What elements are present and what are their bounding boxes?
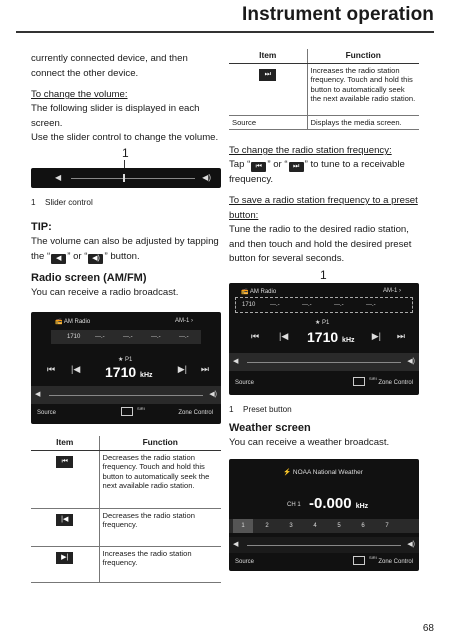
- siri-logo: SIRI: [369, 555, 377, 560]
- weather-frequency: -0.000 kHz: [309, 495, 369, 512]
- channel-button[interactable]: 5: [337, 523, 341, 529]
- channel-label: CH 1: [287, 502, 301, 508]
- right-function-table: [229, 49, 419, 130]
- weather-heading: Weather screen: [229, 422, 311, 434]
- preset-button[interactable]: ---.-: [123, 334, 133, 340]
- volume-up-icon[interactable]: ◀): [202, 173, 211, 182]
- media-icon: [121, 407, 133, 416]
- left-function-table: [31, 436, 221, 583]
- seek-back-icon: ⏮: [56, 456, 73, 468]
- siri-logo: SIRI: [369, 376, 377, 381]
- source-button[interactable]: Source: [235, 559, 255, 565]
- tip-text: The volume can also be adjusted by tapping the “ ◀ ” or “ ◀) ” button.: [31, 236, 219, 262]
- slider-track[interactable]: [247, 545, 401, 546]
- tip-heading: TIP:: [31, 221, 52, 233]
- preset-button[interactable]: ---.-: [302, 302, 312, 308]
- frequency-display: 1710 kHz: [307, 329, 355, 345]
- tune-up-icon: ▶|: [56, 552, 73, 564]
- tune-down-icon[interactable]: |◀: [71, 364, 81, 374]
- slider-track[interactable]: [49, 395, 203, 396]
- radio-screen: [31, 312, 221, 424]
- preset-button[interactable]: 1710: [67, 334, 81, 340]
- channel-button[interactable]: 3: [289, 523, 293, 529]
- volume-slider-panel: [31, 168, 221, 188]
- volume-down-icon[interactable]: ◀: [35, 391, 41, 398]
- radio-subtext: You can receive a radio broadcast.: [31, 287, 179, 298]
- preset-bar: [235, 297, 413, 313]
- table-row: Source Displays the media screen.: [229, 115, 419, 130]
- zone-control-button[interactable]: Zone Control: [378, 380, 413, 386]
- caption-preset-button: Preset button: [243, 405, 292, 414]
- weather-screen: [229, 459, 419, 571]
- tune-up-icon[interactable]: ▶|: [371, 331, 381, 341]
- channel-bar: [229, 519, 419, 533]
- channel-button[interactable]: 2: [265, 523, 269, 529]
- volume-up-icon: ◀): [88, 254, 103, 264]
- volume-up-icon[interactable]: ◀): [407, 358, 415, 365]
- weather-title: ⚡ NOAA National Weather: [283, 469, 363, 476]
- caption-slider-control: Slider control: [45, 198, 93, 207]
- volume-slider: [229, 537, 419, 553]
- callout-number: 1: [320, 268, 327, 282]
- preset-bar: [51, 330, 201, 344]
- volume-text-1: The following slider is displayed in each screen.: [31, 103, 200, 129]
- tune-down-icon: |◀: [56, 514, 73, 526]
- slider-track[interactable]: [247, 362, 401, 363]
- zone-control-button[interactable]: Zone Control: [378, 559, 413, 565]
- caption-number: 1: [229, 405, 234, 414]
- table-row: ⏮ Decreases the radio station frequency. Touch and hold this button to automatically seek the next available radio station.: [31, 450, 221, 508]
- radio-band-label: 📻 AM Radio: [241, 289, 277, 295]
- volume-slider: [31, 386, 221, 404]
- preset-button[interactable]: ---.-: [366, 302, 376, 308]
- frequency-display: 1710 kHz: [105, 364, 153, 380]
- channel-button[interactable]: 7: [385, 523, 389, 529]
- zone-control-button[interactable]: Zone Control: [178, 410, 213, 416]
- seek-back-icon[interactable]: ⏮: [47, 364, 56, 374]
- weather-subtext: You can receive a weather broadcast.: [229, 437, 390, 448]
- preset-button[interactable]: ---.-: [334, 302, 344, 308]
- preset-button[interactable]: 1710: [242, 302, 256, 308]
- table-row: ▶| Increases the radio station frequency.: [31, 546, 221, 582]
- preset-marker: ★ P1: [118, 357, 133, 363]
- tune-down-icon[interactable]: |◀: [279, 331, 289, 341]
- siri-logo: SIRI: [137, 406, 145, 411]
- col-item: Item: [229, 49, 307, 63]
- preset-button[interactable]: ---.-: [95, 334, 105, 340]
- callout-number: 1: [122, 146, 129, 160]
- seek-back-icon: ⏮: [251, 162, 266, 172]
- col-function: Function: [307, 49, 419, 63]
- preset-text: Tune the radio to the desired radio station, and then touch and hold the desired preset button for several seconds.: [229, 224, 412, 265]
- media-icon: [353, 377, 365, 386]
- volume-down-icon[interactable]: ◀: [233, 358, 239, 365]
- slider-track[interactable]: [71, 178, 195, 179]
- volume-up-icon[interactable]: ◀): [407, 541, 415, 548]
- table-row: |◀ Decreases the radio station frequency.: [31, 508, 221, 546]
- frequency-text: Tap “ ⏮ ” or “ ⏭ ” to tune to a receivable frequency.: [229, 159, 405, 185]
- preset-button[interactable]: ---.-: [270, 302, 280, 308]
- volume-down-icon[interactable]: ◀: [55, 173, 62, 182]
- seek-forward-icon: ⏭: [289, 162, 304, 172]
- callout-line: [124, 160, 125, 168]
- preset-bank-label[interactable]: AM-1 ›: [382, 288, 401, 294]
- radio-screen-presets: [229, 283, 419, 395]
- volume-down-icon: ◀: [51, 254, 66, 264]
- seek-forward-icon[interactable]: ⏭: [396, 331, 405, 341]
- channel-button[interactable]: 4: [313, 523, 317, 529]
- volume-down-icon[interactable]: ◀: [233, 541, 239, 548]
- slider-knob[interactable]: [123, 174, 125, 182]
- preset-button[interactable]: ---.-: [179, 334, 189, 340]
- col-function: Function: [99, 436, 221, 450]
- source-button[interactable]: Source: [37, 410, 57, 416]
- radio-heading: Radio screen (AM/FM): [31, 272, 147, 284]
- preset-bank-label[interactable]: AM-1 ›: [174, 318, 193, 324]
- source-button[interactable]: Source: [235, 380, 255, 386]
- volume-heading: To change the volume:: [31, 89, 128, 100]
- preset-marker: ★ P1: [315, 320, 330, 326]
- lightning-icon: ⚡: [283, 469, 292, 476]
- media-icon: [353, 556, 365, 565]
- preset-button[interactable]: ---.-: [151, 334, 161, 340]
- col-item: Item: [31, 436, 99, 450]
- channel-button[interactable]: 1: [233, 519, 253, 533]
- page-title: Instrument operation: [241, 4, 434, 25]
- radio-icon: 📻: [241, 289, 249, 295]
- intro-text: currently connected device, and then connect the other device.: [31, 53, 188, 79]
- preset-heading: To save a radio station frequency to a preset button:: [229, 195, 418, 221]
- radio-band-label: 📻 AM Radio: [55, 319, 91, 325]
- page-number: 68: [422, 623, 434, 634]
- volume-text-2: Use the slider control to change the volume.: [31, 132, 219, 143]
- volume-slider: [229, 353, 419, 371]
- table-row: ⏭ Increases the radio station frequency. Touch and hold this button to automatically seek the next available radio station.: [229, 63, 419, 115]
- frequency-heading: To change the radio station frequency:: [229, 145, 392, 156]
- volume-up-icon[interactable]: ◀): [209, 391, 217, 398]
- header-rule: [16, 31, 434, 33]
- seek-forward-icon: ⏭: [259, 69, 276, 81]
- seek-back-icon[interactable]: ⏮: [251, 331, 260, 341]
- seek-forward-icon[interactable]: ⏭: [200, 364, 209, 374]
- tune-up-icon[interactable]: ▶|: [177, 364, 187, 374]
- caption-number: 1: [31, 198, 36, 207]
- channel-button[interactable]: 6: [361, 523, 365, 529]
- radio-icon: 📻: [55, 319, 63, 325]
